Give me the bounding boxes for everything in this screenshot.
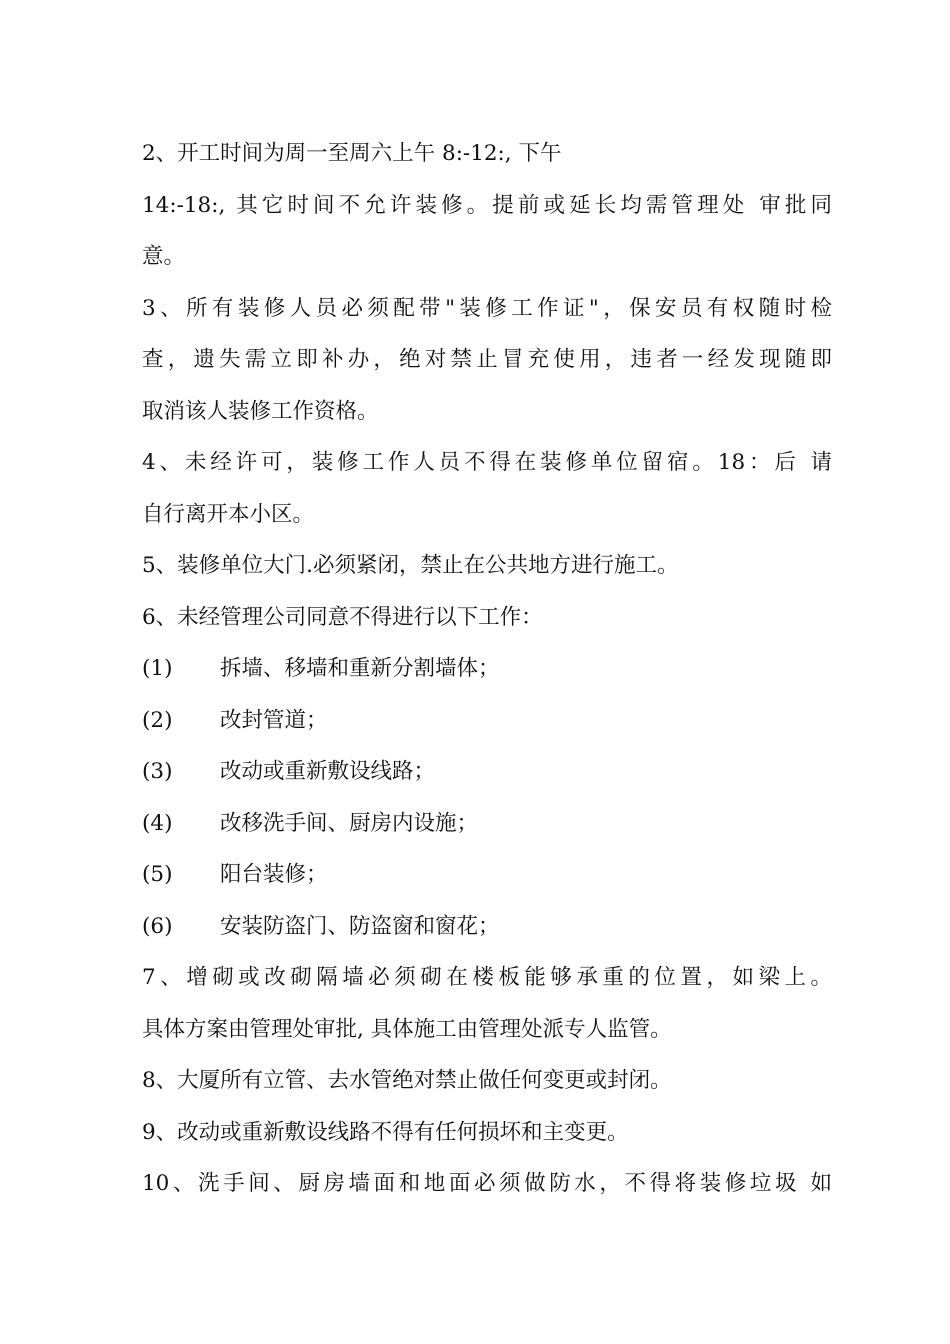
list-item-text: 阳台装修； <box>220 862 328 887</box>
list-item <box>142 695 832 747</box>
text-line: 自行离开本小区。 <box>142 501 315 527</box>
list-item-text: 安装防盗门、防盗窗和窗花； <box>220 913 500 939</box>
text-line: 取消该人装修工作资格。 <box>142 398 379 424</box>
list-item-number: (2) <box>142 707 173 733</box>
list-item-number: (6) <box>142 913 173 939</box>
list-item <box>142 643 832 695</box>
list-item-number: (4) <box>142 810 173 836</box>
text-line: 4、未经许可，装修工作人员不得在装修单位留宿。18：后 请 <box>142 450 832 475</box>
text-line: 具体方案由管理处审批, 具体施工由管理处派专人监管。 <box>142 1016 672 1042</box>
text-line: 3、所有装修人员必须配带"装修工作证"，保安员有权随时检 <box>142 295 832 321</box>
text-line: 10、洗手间、厨房墙面和地面必须做防水，不得将装修垃圾 如 <box>142 1171 832 1196</box>
list-item-text: 拆墙、移墙和重新分割墙体； <box>220 656 500 681</box>
text-line: 查，遗失需立即补办，绝对禁止冒充使用，违者一经发现随即 <box>142 347 832 372</box>
text-line: 5、装修单位大门.必须紧闭，禁止在公共地方进行施工。 <box>142 553 679 578</box>
list-item <box>142 901 832 953</box>
text-line: 意。 <box>142 244 186 269</box>
text-line: 7、增砌或改砌隔墙必须砌在楼板能够承重的位置，如梁上。 <box>142 965 832 990</box>
list-item-text: 改封管道； <box>220 707 328 733</box>
text-line: 14:-18:, 其它时间不允许装修。提前或延长均需管理处 审批同 <box>142 192 832 218</box>
text-line: 2、开工时间为周一至周六上午 8:-12:, 下午 <box>142 141 562 166</box>
list-item <box>142 849 832 901</box>
list-item-text: 改动或重新敷设线路； <box>220 759 436 784</box>
list-item-number: (1) <box>142 656 173 681</box>
list-item-number: (3) <box>142 759 173 784</box>
text-line: 8、大厦所有立管、去水管绝对禁止做任何变更或封闭。 <box>142 1068 672 1093</box>
text-line: 9、改动或重新敷设线路不得有任何损坏和主变更。 <box>142 1119 629 1145</box>
list-item <box>142 746 832 798</box>
text-line: 6、未经管理公司同意不得进行以下工作： <box>142 604 543 630</box>
document-body <box>142 128 832 1210</box>
list-item-number: (5) <box>142 862 173 887</box>
list-item-text: 改移洗手间、厨房内设施； <box>220 810 479 836</box>
list-item <box>142 798 832 850</box>
